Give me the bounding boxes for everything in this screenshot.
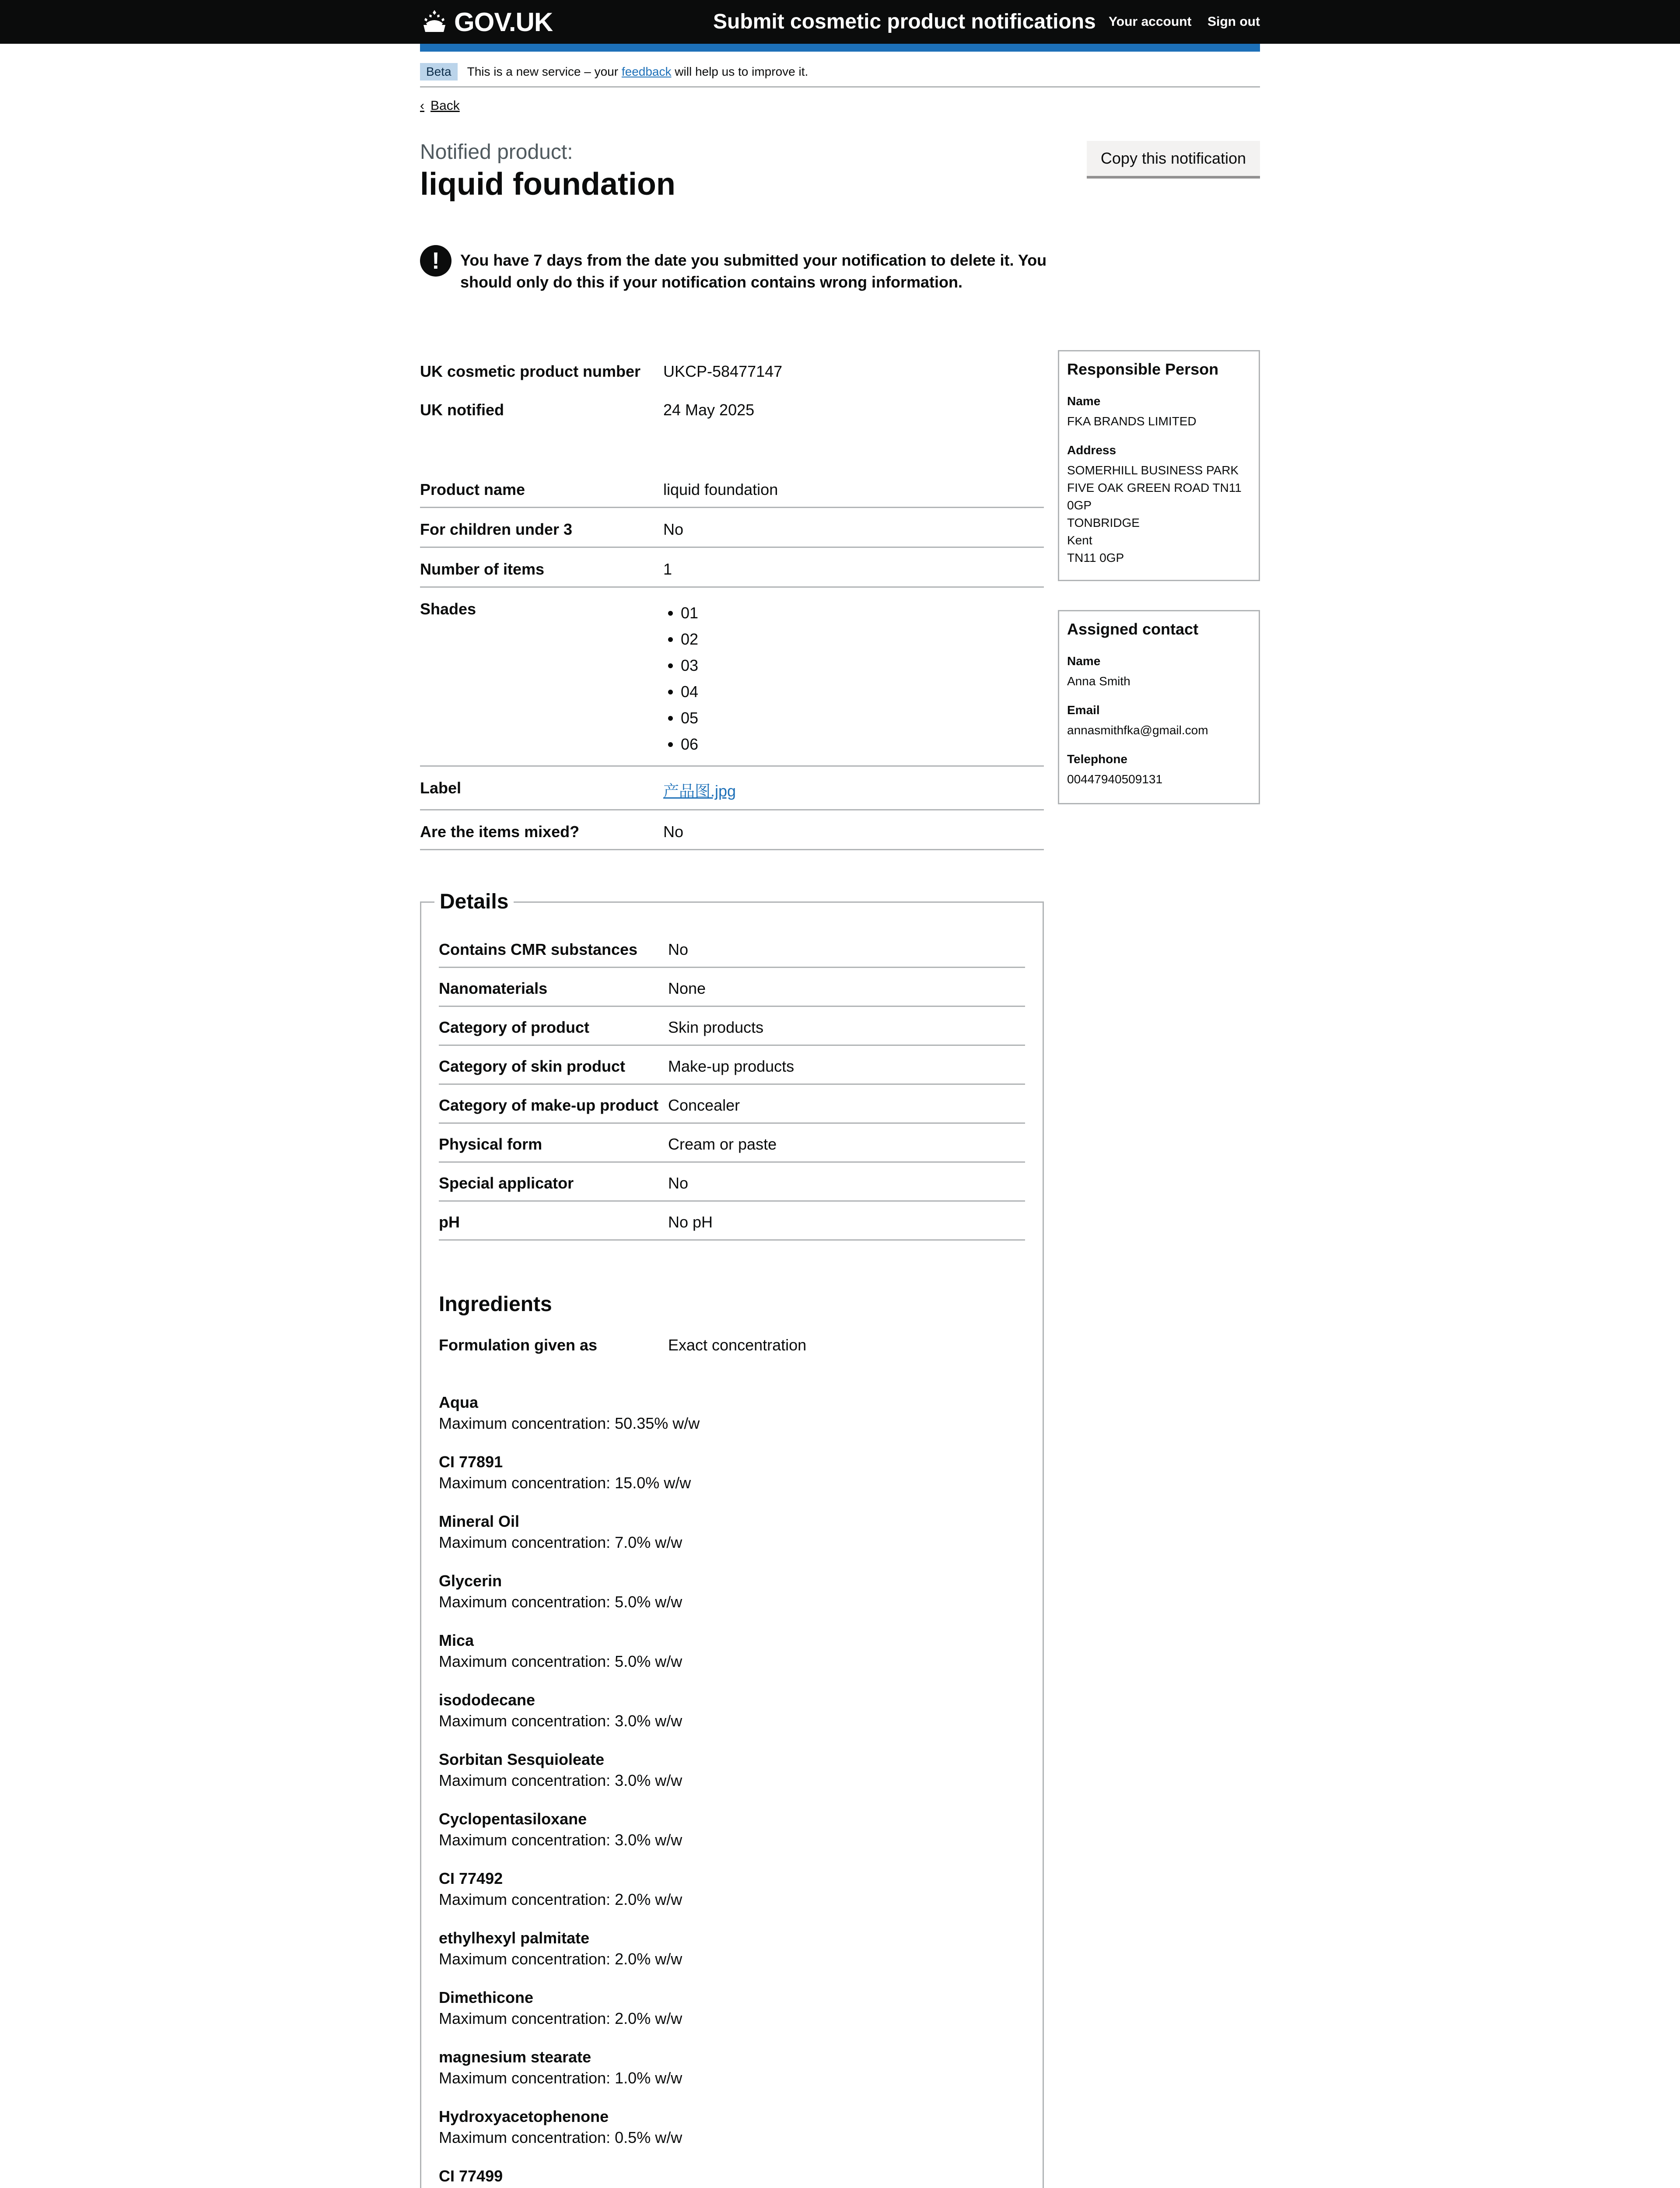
rp-name: FKA BRANDS LIMITED [1067,414,1197,428]
phase-text: This is a new service – your feedback will help us to improve it. [467,64,808,78]
ingredient-item: Cyclopentasiloxane Maximum concentration: 3.0% w/w [439,1810,682,1849]
header-blue-bar [420,44,1260,52]
govuk-logo-link[interactable] [420,6,553,38]
summary-row: Are the items mixed? No [420,810,1044,850]
summary-row: Number of items 1 [420,548,1044,588]
assigned-contact-card: Assigned contact Name Anna Smith Email annasmithfka@gmail.com Telephone 00447940509131 [1058,610,1260,804]
ingredient-item: isododecane Maximum concentration: 3.0% w/w [439,1691,682,1730]
ingredient-item: Mineral Oil Maximum concentration: 7.0% w/w [439,1512,682,1551]
details-row: Special applicator No [439,1163,1025,1202]
chevron-left-icon: ‹ [420,98,424,113]
shade-item: • 01 [681,600,698,626]
ingredient-item: CI 77891 Maximum concentration: 15.0% w/w [439,1453,691,1492]
details-row: Category of skin product Make-up products [439,1046,1025,1085]
shade-item: • 05 [681,705,698,731]
shade-item: • 06 [681,731,698,757]
warning-message: You have 7 days from the date you submitted your notification to delete it. You should only do this if your notification contains wrong information. [460,251,1047,291]
your-account-link[interactable]: Your account [1109,14,1192,29]
copy-notification-button[interactable]: Copy this notification [1087,141,1260,176]
responsible-person-card: Responsible Person Name FKA BRANDS LIMITED Address SOMERHILL BUSINESS PARK FIVE OAK GREEN ROAD TN11 0GP TONBRIDGE Kent TN11 0GP [1058,350,1260,581]
logo-text: GOV.UK [454,7,553,37]
formulation-row: Formulation given as Exact concentration [439,1336,807,1354]
ingredient-item: CI 77499 [439,2167,503,2185]
ingredients-list [439,1392,700,2188]
contact-email: annasmithfka@gmail.com [1067,723,1208,737]
phase-banner [420,57,1260,88]
product-name-value: liquid foundation [663,480,778,498]
shade-item: • 04 [681,679,698,705]
ingredient-item: Hydroxyacetophenone Maximum concentration: 0.5% w/w [439,2107,682,2146]
rp-address: SOMERHILL BUSINESS PARK FIVE OAK GREEN ROAD TN11 0GP TONBRIDGE Kent TN11 0GP [1067,463,1242,565]
summary-product [420,468,1044,850]
shade-item: • 02 [681,626,698,652]
beta-tag: Beta [420,63,458,81]
contact-telephone: 00447940509131 [1067,772,1163,786]
ingredient-item: CI 77492 Maximum concentration: 2.0% w/w [439,1869,682,1908]
details-row: Category of product Skin products [439,1007,1025,1046]
shade-item: • 03 [681,652,698,679]
crown-icon [420,8,449,35]
ingredient-item: ethylhexyl palmitate Maximum concentration: 2.0% w/w [439,1929,682,1968]
page-caption: Notified product: [420,140,573,164]
card-title: Assigned contact [1067,620,1199,638]
summary-row: For children under 3 No [420,508,1044,548]
site-header [0,0,1680,44]
warning-icon: ! [420,245,452,277]
feedback-link[interactable]: feedback [621,64,672,78]
summary-row: Product name liquid foundation [420,468,1044,508]
contact-name: Anna Smith [1067,674,1130,688]
ukcp-number: UKCP-58477147 [663,362,783,380]
details-row: Contains CMR substances No [439,929,1025,968]
service-name[interactable]: Submit cosmetic product notifications [713,10,1096,33]
notified-date: 24 May 2025 [663,401,755,419]
ingredient-item: Aqua Maximum concentration: 50.35% w/w [439,1393,700,1432]
ingredient-item: Glycerin Maximum concentration: 5.0% w/w [439,1572,682,1611]
summary-notification [420,350,1044,427]
ingredient-item: Mica Maximum concentration: 5.0% w/w [439,1631,682,1670]
summary-row: Shades • 01 • 02 • 03 • 04 • 05 • 06 [420,588,1044,767]
details-legend: Details [434,890,514,914]
details-fieldset [420,890,1044,2188]
ingredients-heading: Ingredients [439,1293,552,1316]
sign-out-link[interactable]: Sign out [1208,14,1260,29]
summary-row: UK cosmetic product number UKCP-58477147 [420,362,783,380]
back-link[interactable]: ‹ Back [420,98,460,113]
ingredient-item: Sorbitan Sesquioleate Maximum concentration: 3.0% w/w [439,1750,682,1789]
details-row: Physical form Cream or paste [439,1124,1025,1163]
card-title: Responsible Person [1067,360,1219,378]
ingredient-item: Dimethicone Maximum concentration: 2.0% w/w [439,1988,682,2027]
page-title: liquid foundation [420,167,676,202]
warning-text [420,249,1054,293]
summary-row: UK notified 24 May 2025 [420,401,755,419]
details-row: pH No pH [439,1202,1025,1241]
details-row: Category of make-up product Concealer [439,1085,1025,1124]
shades-list [663,600,698,757]
ingredient-item: magnesium stearate Maximum concentration: 1.0% w/w [439,2048,682,2087]
details-row: Nanomaterials None [439,968,1025,1007]
summary-row: Label 产品图.jpg [420,767,1044,810]
label-image-link[interactable]: 产品图.jpg [663,782,736,800]
